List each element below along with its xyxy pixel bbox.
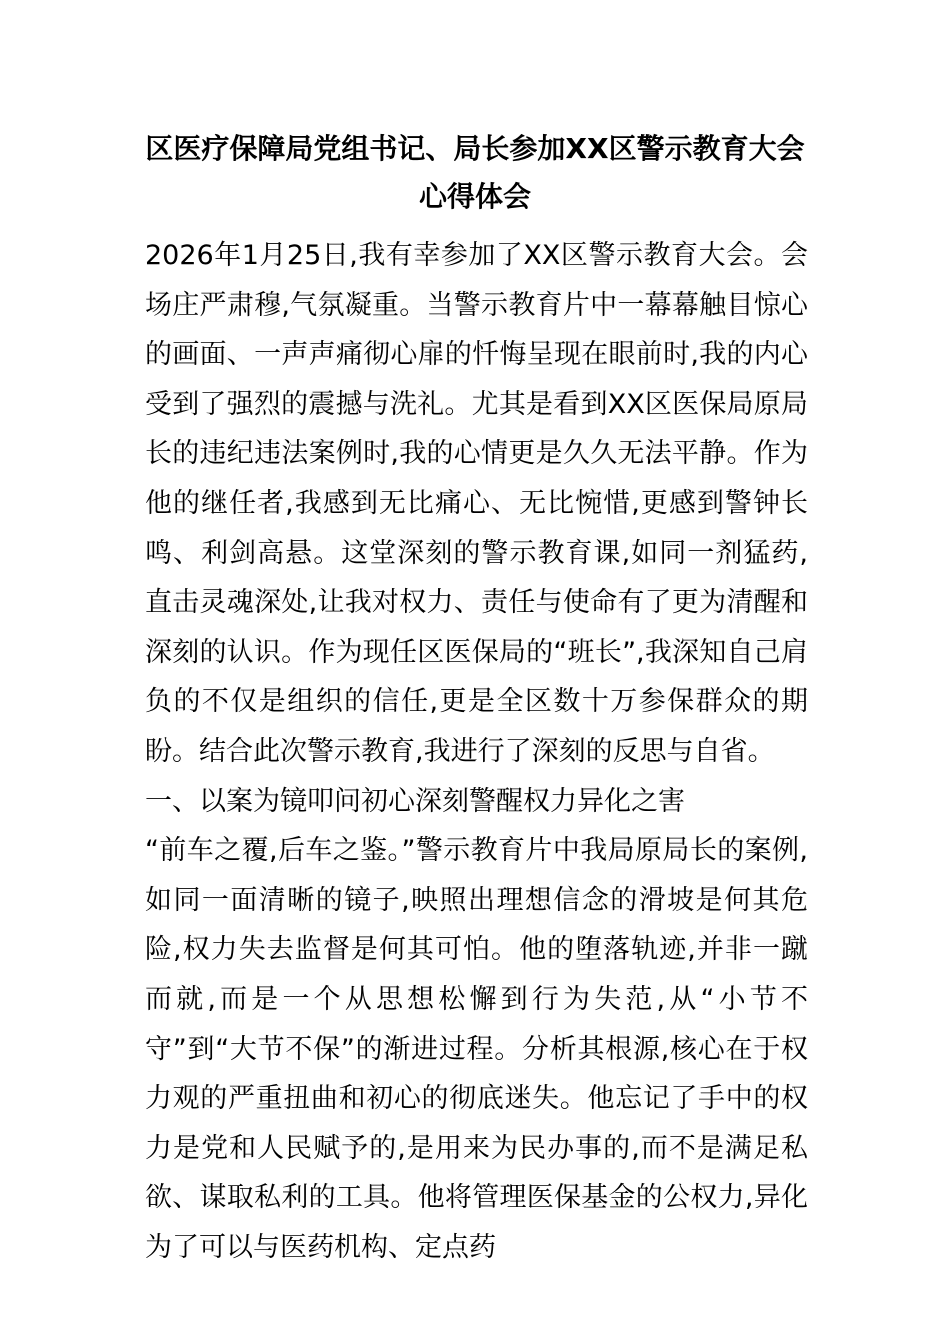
section-heading: 一、以案为镜叩问初心深刻警醒权力异化之害 [145, 785, 685, 817]
intro-paragraph: 2026年1月25日,我有幸参加了XX区警示教育大会。会场庄严肃穆,气氛凝重。当警示教育片中一幕幕触目惊心的画面、一声声痛彻心扉的忏悔呈现在眼前时,我的内心受到了强烈的震撼与洗礼。尤其是看到XX区医保局原局长的违纪违法案例时,我的心情更是久久无法平静。作为他的继任者,我感到无比痛心、无比惋惜,更感到警钟长鸣、利剑高悬。这堂深刻的警示教育课,如同一剂猛药,直击灵魂深处,让我对权力、责任与使命有了更为清醒和深刻的认识。作为现任区医保局的“班长”,我深知自己肩负的不仅是组织的信任,更是全区数十万参保群众的期盼。结合此次警示教育,我进行了深刻的反思与自省。 [145, 240, 808, 767]
document-body [145, 231, 808, 1272]
document-title: 区医疗保障局党组书记、局长参加XX区警示教育大会心得体会 [145, 132, 805, 213]
section-paragraph: “前车之覆,后车之鉴。”警示教育片中我局原局长的案例,如同一面清晰的镜子,映照出理想信念的滑坡是何其危险,权力失去监督是何其可怕。他的堕落轨迹,并非一蹴而就,而是一个从思想松懈到行为失范,从“小节不守”到“大节不保”的渐进过程。分析其根源,核心在于权力观的严重扭曲和初心的彻底迷失。他忘记了手中的权力是党和人民赋予的,是用来为民办事的,而不是满足私欲、谋取私利的工具。他将管理医保基金的公权力,异化为了可以与医药机构、定点药 [145, 835, 808, 1263]
